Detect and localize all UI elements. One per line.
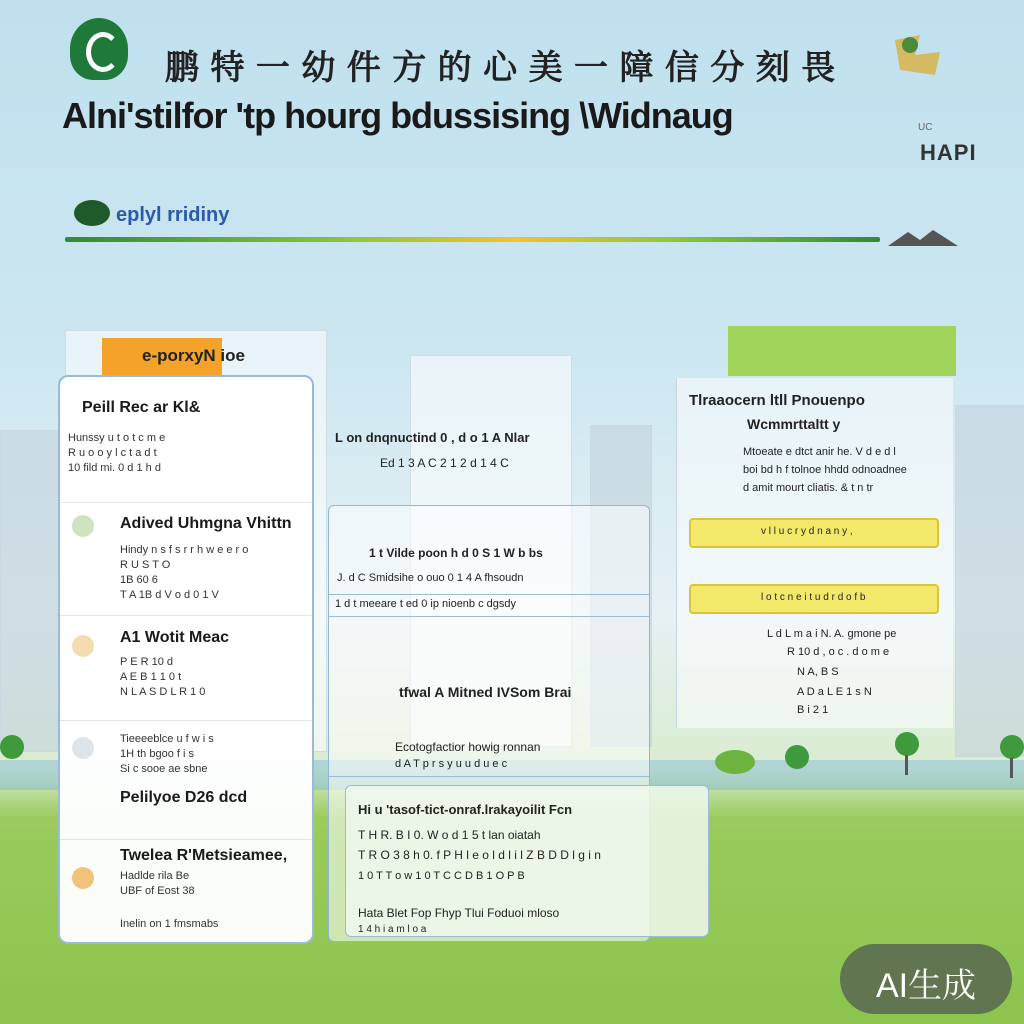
center-mid-line: d A T p r s y u u d u e c xyxy=(395,758,508,770)
left-card-tag-label: e-porxyN ioe xyxy=(142,346,245,365)
info-box-title: Hi u 'tasof-tict-onraf.lrakayoilit Fcn xyxy=(358,802,573,817)
item-line: 10 fild mi. 0 d 1 h d xyxy=(68,462,161,474)
section-logo-icon xyxy=(74,200,110,226)
list-item[interactable] xyxy=(120,732,310,807)
item-line: T A 1B d V o d 0 1 V xyxy=(120,589,219,601)
leaf-icon xyxy=(72,515,94,537)
right-card-highlight-bar[interactable] xyxy=(689,518,939,548)
left-card xyxy=(58,375,314,944)
item-line: 1B 60 6 xyxy=(120,574,158,586)
brand-logo-icon xyxy=(70,18,128,80)
right-card-subtitle: Wcmmrttaltt y xyxy=(747,416,841,432)
info-box-line: T H R. B I 0. W o d 1 5 t lan oiatah xyxy=(358,828,541,842)
list-item[interactable] xyxy=(68,399,304,476)
header-divider xyxy=(65,237,880,242)
fruit-icon xyxy=(72,867,94,889)
list-item[interactable] xyxy=(120,629,310,700)
right-green-block xyxy=(728,326,956,376)
item-line: Tieeeeblce u f w i s xyxy=(120,733,214,745)
center-top-line: Ed 1 3 A C 2 1 2 d 1 4 C xyxy=(380,456,509,470)
mountain-icon xyxy=(888,228,958,248)
center-mid-title: tfwal A Mitned IVSom Brai xyxy=(399,684,572,700)
item-line: Hadlde rila Be xyxy=(120,870,190,882)
tool-icon xyxy=(72,737,94,759)
right-card-line: boi bd h f tolnoe hhdd odnoadnee xyxy=(743,464,907,476)
info-box-line: 1 0 T T o w 1 0 T C C D B 1 O P B xyxy=(358,870,525,882)
list-item[interactable] xyxy=(120,847,310,932)
center-mid-line: Ecotogfactior howig ronnan xyxy=(395,740,541,754)
info-box-footer: 1 4 h i a m l o a xyxy=(358,924,427,935)
center-row: 1 d t meeare t ed 0 ip nioenb c dgsdy xyxy=(335,598,517,610)
list-item[interactable] xyxy=(120,515,310,603)
item-line: Hunssy u t o t c m e xyxy=(68,432,166,444)
right-card-line: R 10 d , o c . d o m e xyxy=(787,646,890,658)
top-right-label: HAPI xyxy=(920,140,977,165)
ai-generated-label: AI生成 xyxy=(875,967,977,1005)
bar-label: v l l u c r y d n a n y , xyxy=(761,526,853,537)
tree-icon xyxy=(0,735,24,759)
item-line: N L A S D L R 1 0 xyxy=(120,686,206,698)
section-subtitle: eplyl rridiny xyxy=(116,204,230,226)
item-line: P E R 10 d xyxy=(120,656,173,668)
item-line: Hindy n s f s r r h w e e r o xyxy=(120,544,249,556)
right-card-line: Mtoeate e dtct anir he. V d e d l xyxy=(743,446,896,458)
info-box-line: T R O 3 8 h 0. f P H l e o l d l i l Z B D D l g i n xyxy=(358,848,601,862)
tree-icon xyxy=(895,732,919,756)
plant-icon xyxy=(72,635,94,657)
center-info-box xyxy=(345,785,709,937)
item-title: Peill Rec ar Kl& xyxy=(82,399,201,416)
right-card-line: N A, B S xyxy=(797,666,839,678)
item-line: R U S T O xyxy=(120,559,171,571)
item-line: UBF of Eost 38 xyxy=(120,885,195,897)
item-line: R u o o y l c t a d t xyxy=(68,447,157,459)
item-title: Adived Uhmgna Vhittn xyxy=(120,515,292,532)
top-right-small-label: UC xyxy=(918,122,933,133)
header-cjk-title: 鹏 特 一 幼 件 方 的 心 美 一 障 信 分 刻 畏 xyxy=(165,49,837,87)
item-title: Pelilyoe D26 dcd xyxy=(120,789,248,806)
right-card-line: B i 2 1 xyxy=(797,704,829,716)
right-card-line: L d L m a i N. A. gmone pe xyxy=(767,628,897,640)
item-title: A1 Wotit Meac xyxy=(120,629,230,646)
ai-generated-badge xyxy=(840,944,1012,1014)
item-line: 1H th bgoo f i s xyxy=(120,748,194,760)
tree-icon xyxy=(785,745,809,769)
leaf-emblem-icon xyxy=(885,30,955,85)
right-card xyxy=(676,378,953,728)
right-card-line: A D a L E 1 s N xyxy=(797,686,872,698)
right-card-title: Tlraaocern ltll Pnouenpo xyxy=(689,392,865,409)
info-box-footer: Hata Blet Fop Fhyp Tlui Foduoi mloso xyxy=(358,906,560,920)
right-card-line: d amit mourt cliatis. & t n tr xyxy=(743,482,874,494)
center-row: 1 t Vilde poon h d 0 S 1 W b bs xyxy=(369,546,543,560)
center-row: J. d C Smidsihe o ouo 0 1 4 A fhsoudn xyxy=(337,572,524,584)
center-top-line: L on dnqnuctind 0 , d o 1 A Nlar xyxy=(335,430,530,445)
tree-trunk xyxy=(905,755,908,775)
page-title: Alni'stilfor 'tp hourg bdussising \Widnaug xyxy=(62,95,733,136)
tree-icon xyxy=(1000,735,1024,759)
bar-label: l o t c n e i t u d r d o f b xyxy=(761,592,866,603)
building xyxy=(0,430,62,752)
left-card-tag xyxy=(102,338,297,378)
item-title: Twelea R'Metsieamee, xyxy=(120,847,288,864)
item-line: Si c sooe ae sbne xyxy=(120,763,208,775)
right-card-highlight-bar[interactable] xyxy=(689,584,939,614)
item-line: Inelin on 1 fmsmabs xyxy=(120,918,219,930)
tree-trunk xyxy=(1010,758,1013,778)
building xyxy=(955,405,1024,757)
item-line: A E B 1 1 0 t xyxy=(120,671,182,683)
tree-icon xyxy=(715,750,755,774)
